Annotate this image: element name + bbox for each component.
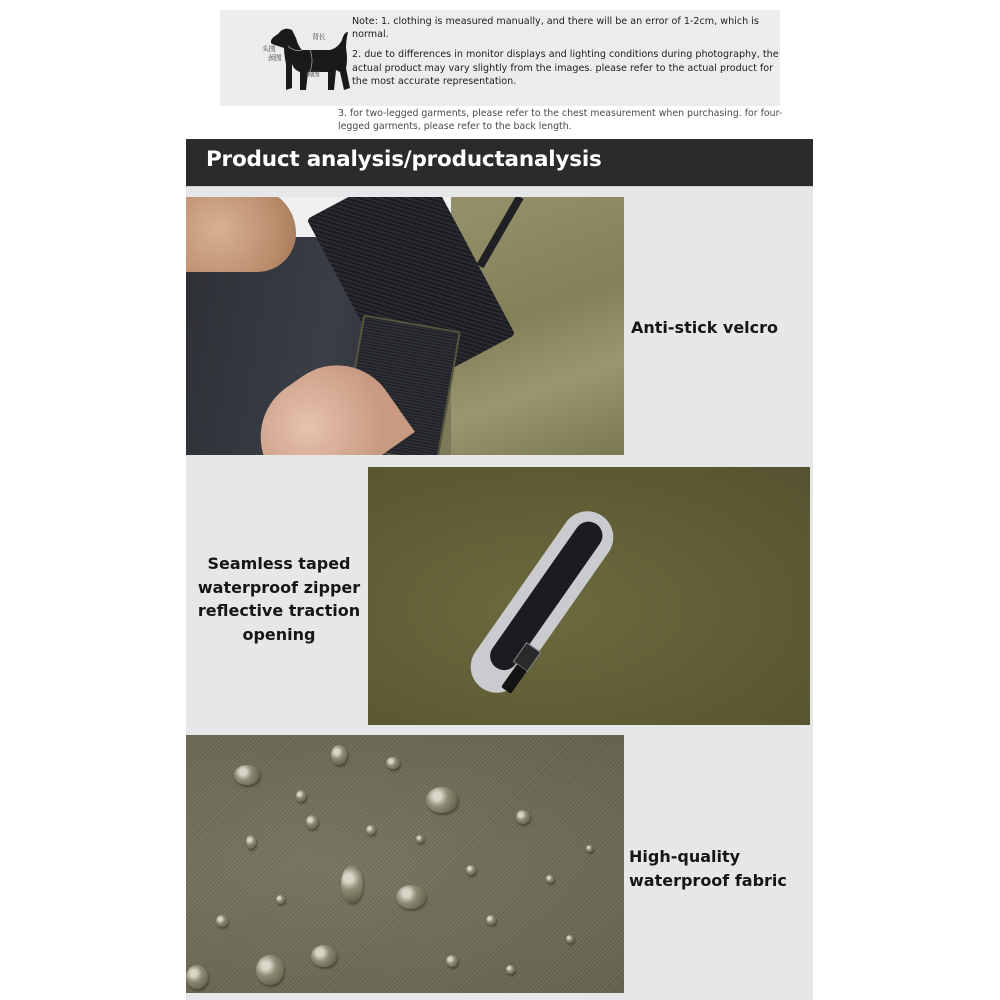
feature-caption-fabric xyxy=(629,845,787,892)
water-droplets-fabric-photo xyxy=(186,735,624,993)
measurement-notes xyxy=(352,15,782,95)
waterproof-zipper-photo xyxy=(368,467,810,725)
section-header xyxy=(186,139,813,187)
feature-caption-velcro: Anti-stick velcro xyxy=(631,318,779,337)
head-circumference-label: 头围 xyxy=(262,45,276,53)
caption-line: waterproof zipper xyxy=(197,577,361,597)
reflective-zipper-tape xyxy=(460,501,623,703)
velcro-closure-photo xyxy=(186,197,624,455)
note-1: Note: 1. clothing is measured manually, and there will be an error of 1-2cm, which is normal. xyxy=(352,16,759,41)
back-length-label: 背长 xyxy=(312,33,326,41)
caption-line: reflective traction xyxy=(197,601,361,620)
chest-circumference-label: 胸围 xyxy=(306,70,320,78)
caption-line: waterproof fabric xyxy=(629,870,787,890)
section-title: Product analysis/productanalysis xyxy=(206,147,602,172)
caption-line: High-quality xyxy=(629,847,741,866)
neck-circumference-label: 颈围 xyxy=(268,54,282,62)
note-3: 3. for two-legged garments, please refer to the chest measurement when purchasing. for four-legged garments, please refer to the back length. xyxy=(338,108,783,133)
caption-line: opening xyxy=(242,624,316,644)
feature-caption-zipper xyxy=(186,552,372,646)
caption-line: Seamless taped xyxy=(207,554,351,573)
note-2: 2. due to differences in monitor displays and lighting conditions during photography, the actual product may vary slightly from the images. please refer to the actual product for the most accurate representation. xyxy=(352,49,779,87)
